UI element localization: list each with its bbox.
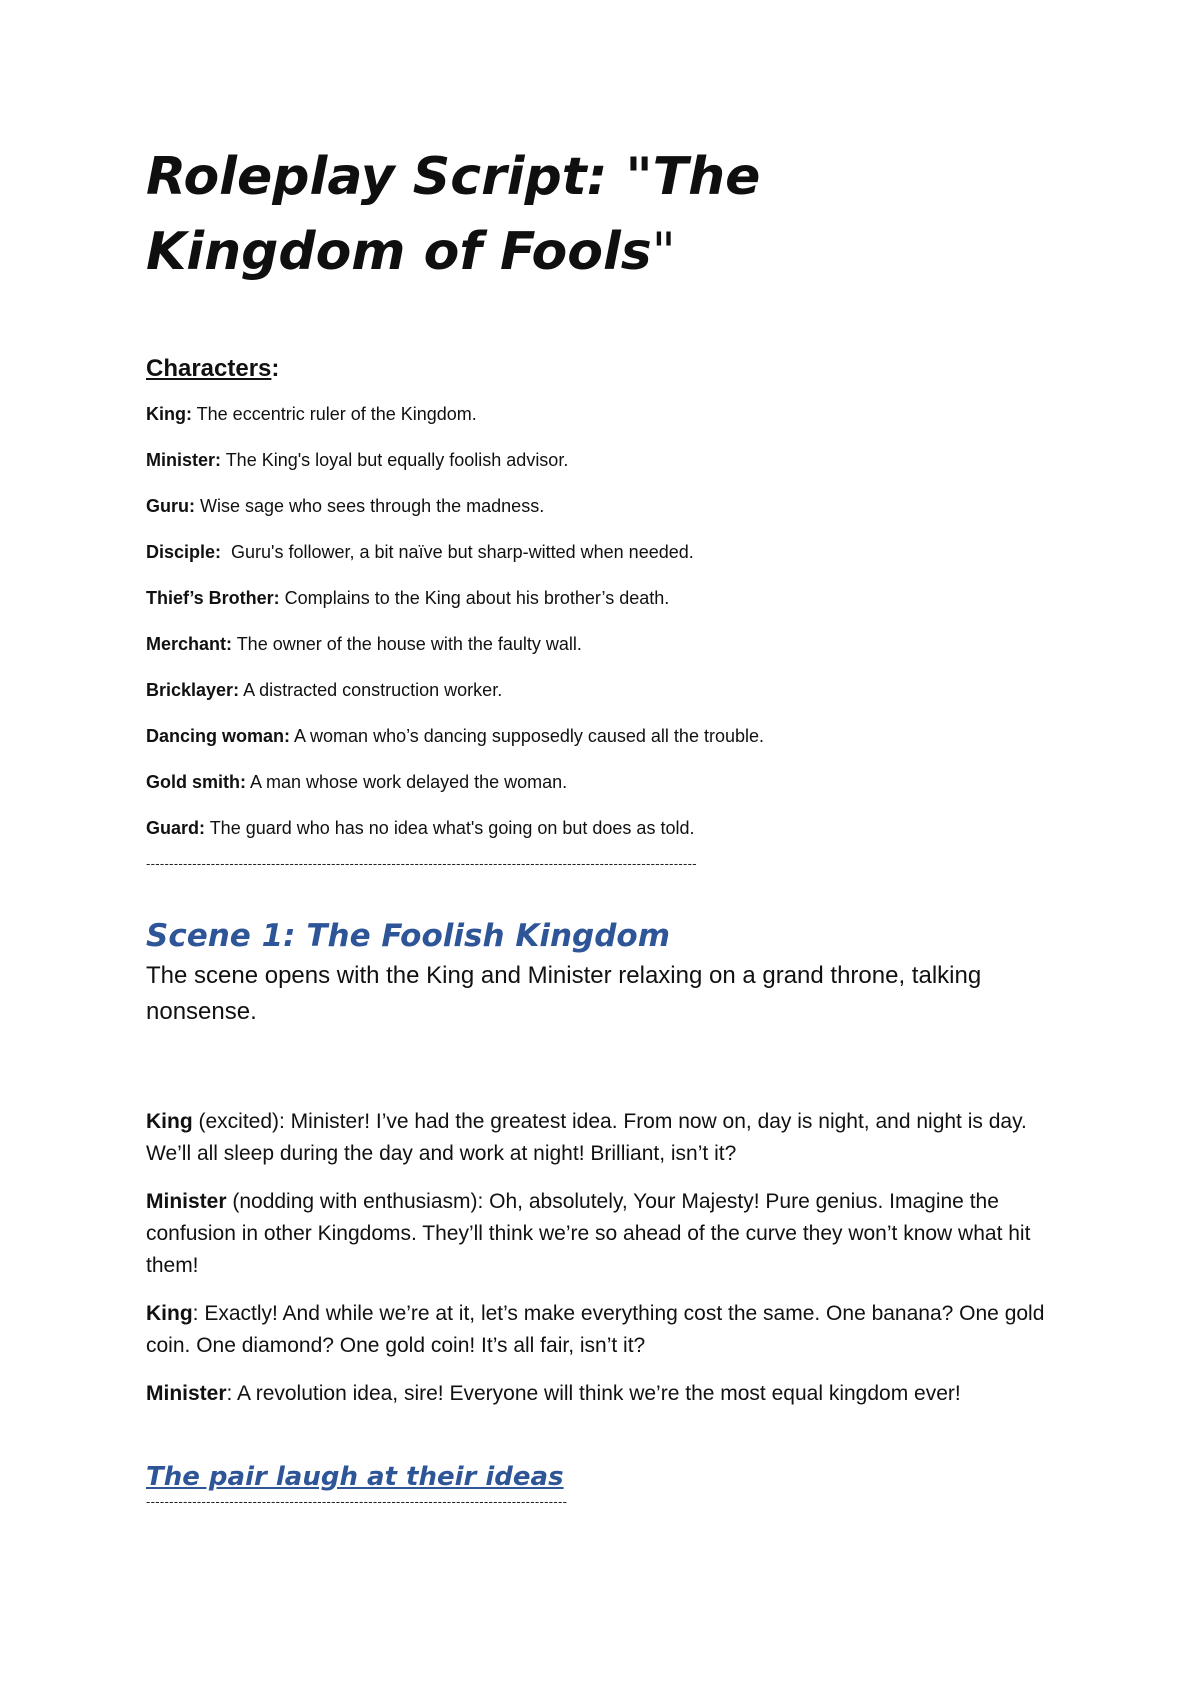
character-name: Bricklayer: — [146, 680, 240, 700]
character-entry — [146, 402, 1076, 426]
character-description: The eccentric ruler of the Kingdom. — [191, 404, 477, 424]
character-description: Wise sage who sees through the madness. — [195, 496, 545, 516]
character-name: Thief’s Brother: — [146, 588, 280, 608]
scene-description: The scene opens with the King and Minister relaxing on a grand throne, talking nonsense. — [146, 962, 982, 1025]
characters-heading-label: Characters — [146, 355, 272, 382]
character-entry — [146, 540, 1076, 564]
character-description: Complains to the King about his brother’s death. — [279, 588, 670, 608]
character-name: Gold smith: — [146, 772, 246, 792]
character-name: Minister: — [146, 450, 222, 470]
character-name: Disciple: — [146, 542, 222, 562]
speaker-name: King — [146, 1302, 193, 1325]
character-entry — [146, 632, 1076, 656]
character-name: King: — [146, 404, 192, 424]
speaker-name: Minister — [146, 1190, 227, 1213]
character-entry — [146, 586, 1076, 610]
characters-heading — [146, 354, 1076, 384]
character-description: The guard who has no idea what's going on but does as told. — [205, 818, 695, 838]
character-description: Guru's follower, a bit naïve but sharp-witted when needed. — [221, 542, 694, 562]
character-entry — [146, 724, 1076, 748]
character-entry — [146, 816, 1076, 840]
title-line-1: Roleplay Script: "The — [146, 147, 761, 207]
section-divider: ----------------------------------------------------------------------------------------------------------------------- — [146, 856, 697, 871]
document-title — [146, 140, 1076, 290]
scene-title: Scene 1: The Foolish Kingdom — [146, 918, 671, 954]
character-name: Merchant: — [146, 634, 233, 654]
character-description: The King's loyal but equally foolish advisor. — [221, 450, 569, 470]
stage-direction: The pair laugh at their ideas — [146, 1462, 564, 1492]
dialogue-line — [146, 1378, 1076, 1410]
character-description: The owner of the house with the faulty wall. — [232, 634, 582, 654]
dialogue — [146, 1106, 1076, 1410]
characters-heading-colon: : — [271, 355, 280, 382]
document-page — [146, 140, 1076, 1510]
title-closing-quote: " — [651, 222, 676, 282]
dialogue-text: : Exactly! And while we’re at it, let’s make everything cost the same. One banana? One gold coin. One diamond? One gold coin! It’s all fair, isn’t it? — [146, 1302, 1045, 1357]
character-description: A woman who’s dancing supposedly caused all the trouble. — [290, 726, 764, 746]
character-description: A man whose work delayed the woman. — [246, 772, 568, 792]
character-list — [146, 402, 1076, 840]
character-entry — [146, 494, 1076, 518]
dialogue-text: (excited): Minister! I’ve had the greatest idea. From now on, day is night, and night is day. We’ll all sleep during the day and work at night! Brilliant, isn’t it? — [146, 1110, 1027, 1165]
character-name: Guru: — [146, 496, 195, 516]
character-name: Guard: — [146, 818, 206, 838]
character-entry — [146, 678, 1076, 702]
dialogue-text: (nodding with enthusiasm): Oh, absolutely, Your Majesty! Pure genius. Imagine the confusion in other Kingdoms. They’ll think we’re so ahead of the curve they won’t know what hit them! — [146, 1190, 1031, 1277]
speaker-name: King — [146, 1110, 193, 1133]
dialogue-text: : A revolution idea, sire! Everyone will think we’re the most equal kingdom ever! — [226, 1382, 961, 1405]
character-entry — [146, 448, 1076, 472]
dialogue-line — [146, 1106, 1076, 1170]
dialogue-line — [146, 1186, 1076, 1282]
character-name: Dancing woman: — [146, 726, 291, 746]
title-line-2: Kingdom of Fools — [146, 222, 652, 282]
character-description: A distracted construction worker. — [239, 680, 503, 700]
dialogue-line — [146, 1298, 1076, 1362]
character-entry — [146, 770, 1076, 794]
speaker-name: Minister — [146, 1382, 227, 1405]
section-divider: ------------------------------------------------------------------------------------------- — [146, 1494, 568, 1509]
